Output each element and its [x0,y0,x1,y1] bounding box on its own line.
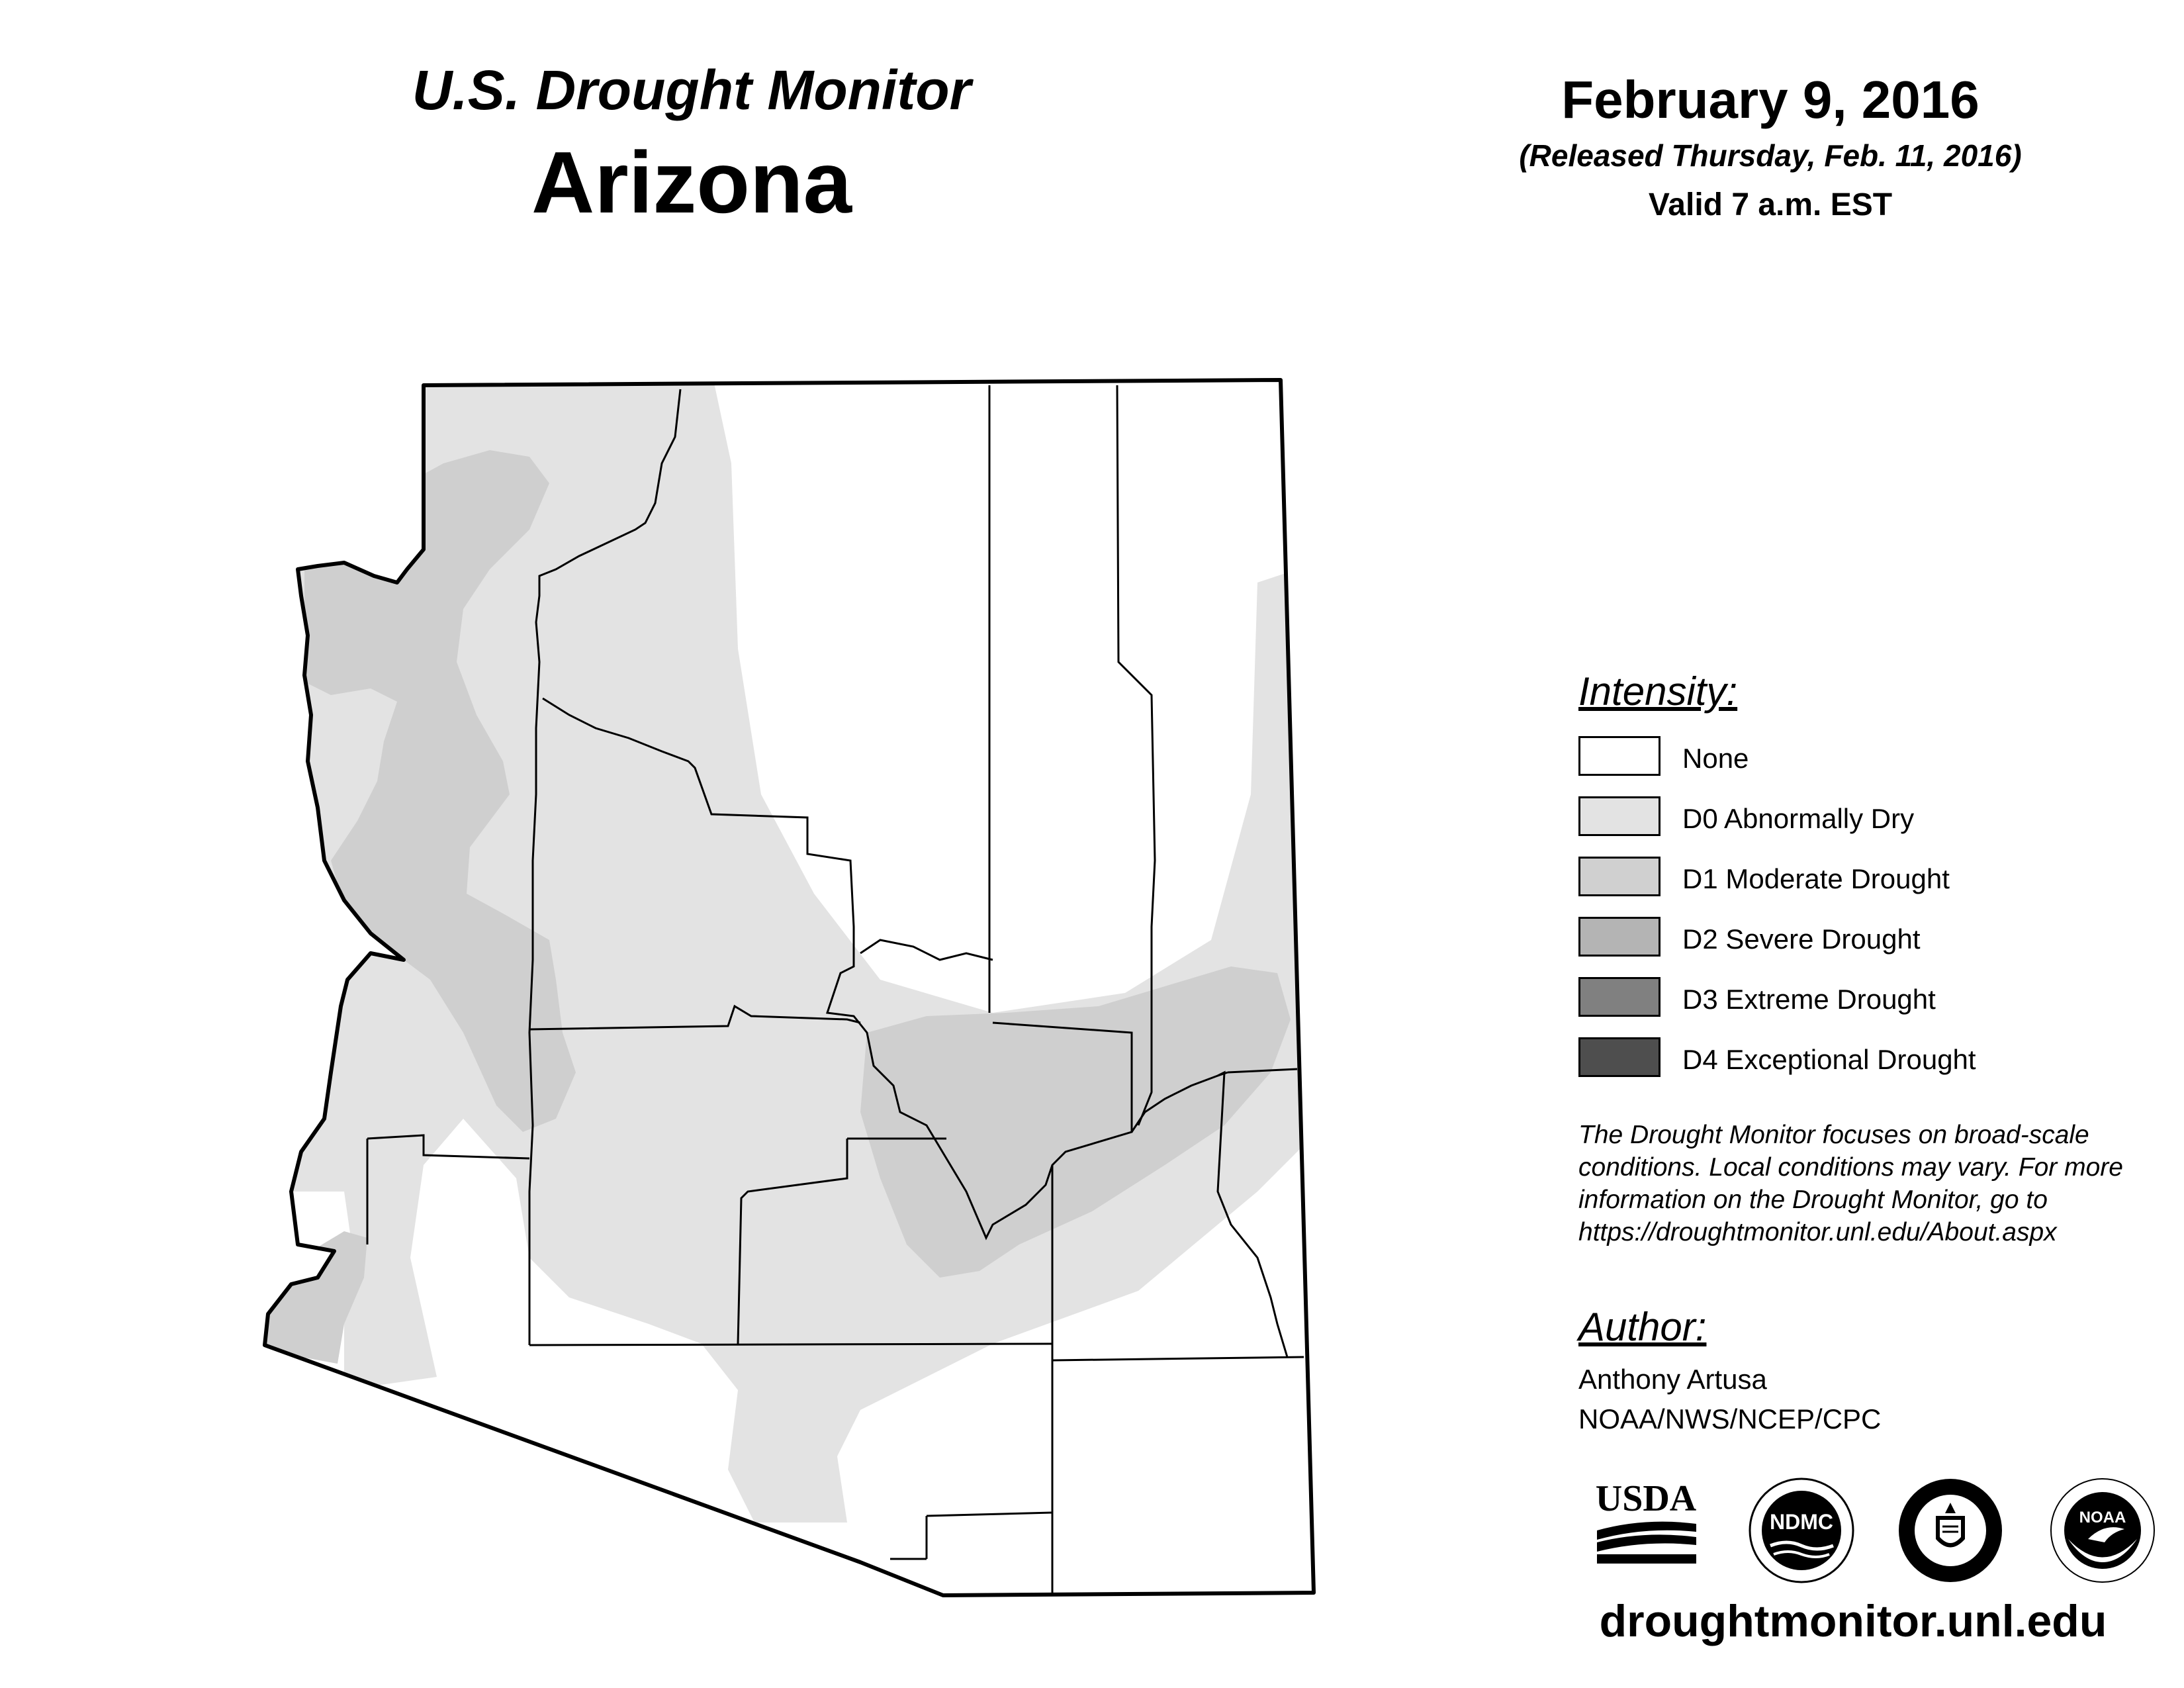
legend-swatch-d2 [1578,917,1661,957]
legend-heading: Intensity: [1578,669,1738,714]
ndmc-logo [1747,1476,1856,1585]
noaa-logo [2048,1476,2158,1585]
author-name: Anthony Artusa [1578,1364,1767,1395]
legend-label-d1: D1 Moderate Drought [1682,863,1950,894]
usda-logo-graphic [1592,1476,1701,1569]
author-heading: Author: [1578,1305,1707,1349]
map-date: February 9, 2016 [1561,70,1979,129]
state-title: Arizona [531,134,852,231]
legend-swatch-d3 [1578,977,1661,1017]
legend-swatch-d0 [1578,796,1661,836]
author-org: NOAA/NWS/NCEP/CPC [1578,1403,1882,1434]
usda-logo [1592,1476,1701,1569]
svg-text:NOAA: NOAA [2079,1509,2126,1526]
note-line-2: conditions. Local conditions may vary. For more [1578,1153,2123,1182]
footer-url[interactable]: droughtmonitor.unl.edu [1599,1596,2107,1646]
commerce-seal-logo [1896,1476,2005,1585]
release-date: (Released Thursday, Feb. 11, 2016) [1519,138,2022,173]
monitor-title: U.S. Drought Monitor [412,59,972,121]
legend-label-d0: D0 Abnormally Dry [1682,803,1915,834]
legend-label-none: None [1682,743,1749,774]
legend-swatch-d4 [1578,1037,1661,1077]
note-line-3: information on the Drought Monitor, go to [1578,1186,2048,1214]
legend-label-d3: D3 Extreme Drought [1682,984,1936,1015]
ndmc-logo-text: NDMC [1770,1510,1833,1534]
disclaimer-note [1578,1119,2123,1248]
usda-logo-text: USDA [1595,1478,1697,1519]
legend-swatch-none [1578,736,1661,776]
legend-label-d4: D4 Exceptional Drought [1682,1044,1976,1075]
legend-label-d2: D2 Severe Drought [1682,923,1921,955]
valid-time: Valid 7 a.m. EST [1648,187,1893,222]
legend-swatch-d1 [1578,857,1661,896]
note-line-4[interactable]: https://droughtmonitor.unl.edu/About.aspx [1578,1218,2057,1246]
note-line-1: The Drought Monitor focuses on broad-scale [1578,1121,2089,1149]
